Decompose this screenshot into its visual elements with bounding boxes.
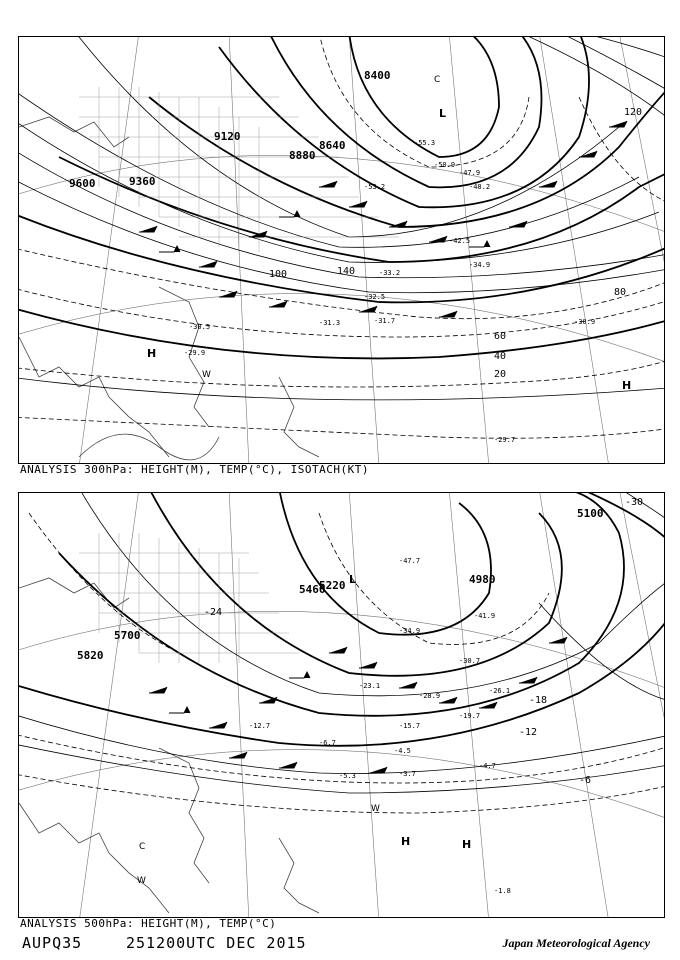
isotherm-contours-thin xyxy=(19,493,664,793)
isotach-label: 80 xyxy=(614,287,627,298)
high-center: H xyxy=(147,347,157,360)
station-value: -3.7 xyxy=(399,770,416,778)
valid-time: 251200UTC DEC 2015 xyxy=(126,934,307,952)
temp-label: -29.7 xyxy=(494,436,516,444)
temp-label: -29.9 xyxy=(184,349,206,357)
station-value: -41.9 xyxy=(474,612,496,620)
cold-center: C xyxy=(434,75,441,85)
wind-barbs xyxy=(139,121,627,317)
station-value: -6.7 xyxy=(319,739,336,747)
product-code: AUPQ35 xyxy=(22,934,83,952)
temp-label: -42.5 xyxy=(449,237,471,245)
station-value: -34.9 xyxy=(399,627,421,635)
height-contours xyxy=(19,37,664,358)
isotach-label: 20 xyxy=(494,369,507,380)
isotach-label: 120 xyxy=(624,107,643,118)
temp-label: -31.7 xyxy=(374,317,396,325)
map-panel-300hpa xyxy=(18,36,665,464)
map-panel-500hpa xyxy=(18,492,665,918)
temp-label: -48.2 xyxy=(469,183,491,191)
temp-label: -32.5 xyxy=(364,293,386,301)
map-500hpa-canvas xyxy=(19,493,664,917)
height-label: 8640 xyxy=(319,139,346,152)
low-center: L xyxy=(439,107,447,120)
temp-label: -34.9 xyxy=(469,261,491,269)
height-labels xyxy=(69,69,391,190)
warm-center: W xyxy=(137,876,146,886)
station-value: -4.5 xyxy=(394,747,411,755)
station-value: -23.1 xyxy=(359,682,381,690)
isotach-label: 40 xyxy=(494,351,507,362)
station-value: -15.7 xyxy=(399,722,421,730)
isotach-label: 140 xyxy=(337,266,356,277)
height-label: 4980 xyxy=(469,573,496,586)
temperature-contour-labels xyxy=(204,497,643,786)
station-value: -4.7 xyxy=(479,762,496,770)
high-center: H xyxy=(401,835,411,848)
temp-label: -30 xyxy=(625,497,644,508)
pressure-centers xyxy=(137,573,471,886)
height-label: 8880 xyxy=(289,149,316,162)
height-label: 5220 xyxy=(319,579,346,592)
temp-label: -55.3 xyxy=(414,139,436,147)
height-contours xyxy=(19,493,664,746)
station-value: -30.7 xyxy=(459,657,481,665)
station-value: -19.7 xyxy=(459,712,481,720)
cold-center: C xyxy=(139,842,146,852)
warm-center: W xyxy=(202,370,211,380)
temp-label: -30.5 xyxy=(189,323,211,331)
temp-label: -33.2 xyxy=(379,269,401,277)
agency-name: Japan Meteorological Agency xyxy=(502,936,650,950)
height-label: 9360 xyxy=(129,175,156,188)
isotach-label: 100 xyxy=(269,269,288,280)
warm-center: W xyxy=(371,804,380,814)
map-300hpa-canvas xyxy=(19,37,664,463)
height-label: 9600 xyxy=(69,177,96,190)
station-value: -47.7 xyxy=(399,557,421,565)
station-value: -28.9 xyxy=(419,692,441,700)
height-label: 8400 xyxy=(364,69,391,82)
temp-label: -50.9 xyxy=(434,161,456,169)
temp-label: -24 xyxy=(204,607,223,618)
jet-core-hatch xyxy=(79,87,399,252)
temp-label: -47.9 xyxy=(459,169,481,177)
station-values xyxy=(249,557,511,895)
height-label: 5700 xyxy=(114,629,141,642)
station-value: -12.7 xyxy=(249,722,271,730)
temp-label: -6 xyxy=(579,775,592,786)
low-center: L xyxy=(349,573,357,586)
isotach-label: 60 xyxy=(494,331,507,342)
graticule xyxy=(19,493,664,917)
isotach-contours xyxy=(19,37,664,400)
height-label: 5820 xyxy=(77,649,104,662)
temp-label: -12 xyxy=(519,727,538,738)
wind-barbs xyxy=(149,637,567,773)
temp-label: -30.9 xyxy=(574,318,596,326)
height-label: 5460 xyxy=(299,583,326,596)
height-label: 9120 xyxy=(214,130,241,143)
station-value: -1.8 xyxy=(494,887,511,895)
caption-300hpa: ANALYSIS 300hPa: HEIGHT(M), TEMP(°C), ISOTACH(KT) xyxy=(20,463,370,476)
temp-label: -31.3 xyxy=(319,319,341,327)
high-center: H xyxy=(622,379,632,392)
coastline xyxy=(19,117,319,460)
height-label: 5100 xyxy=(577,507,604,520)
caption-500hpa: ANALYSIS 500hPa: HEIGHT(M), TEMP(°C) xyxy=(20,917,277,930)
station-value: -26.1 xyxy=(489,687,511,695)
temp-label: -18 xyxy=(529,695,548,706)
temp-label: -53.2 xyxy=(364,183,386,191)
high-center: H xyxy=(462,838,472,851)
station-value: -5.3 xyxy=(339,772,356,780)
chart-footer xyxy=(22,934,662,954)
